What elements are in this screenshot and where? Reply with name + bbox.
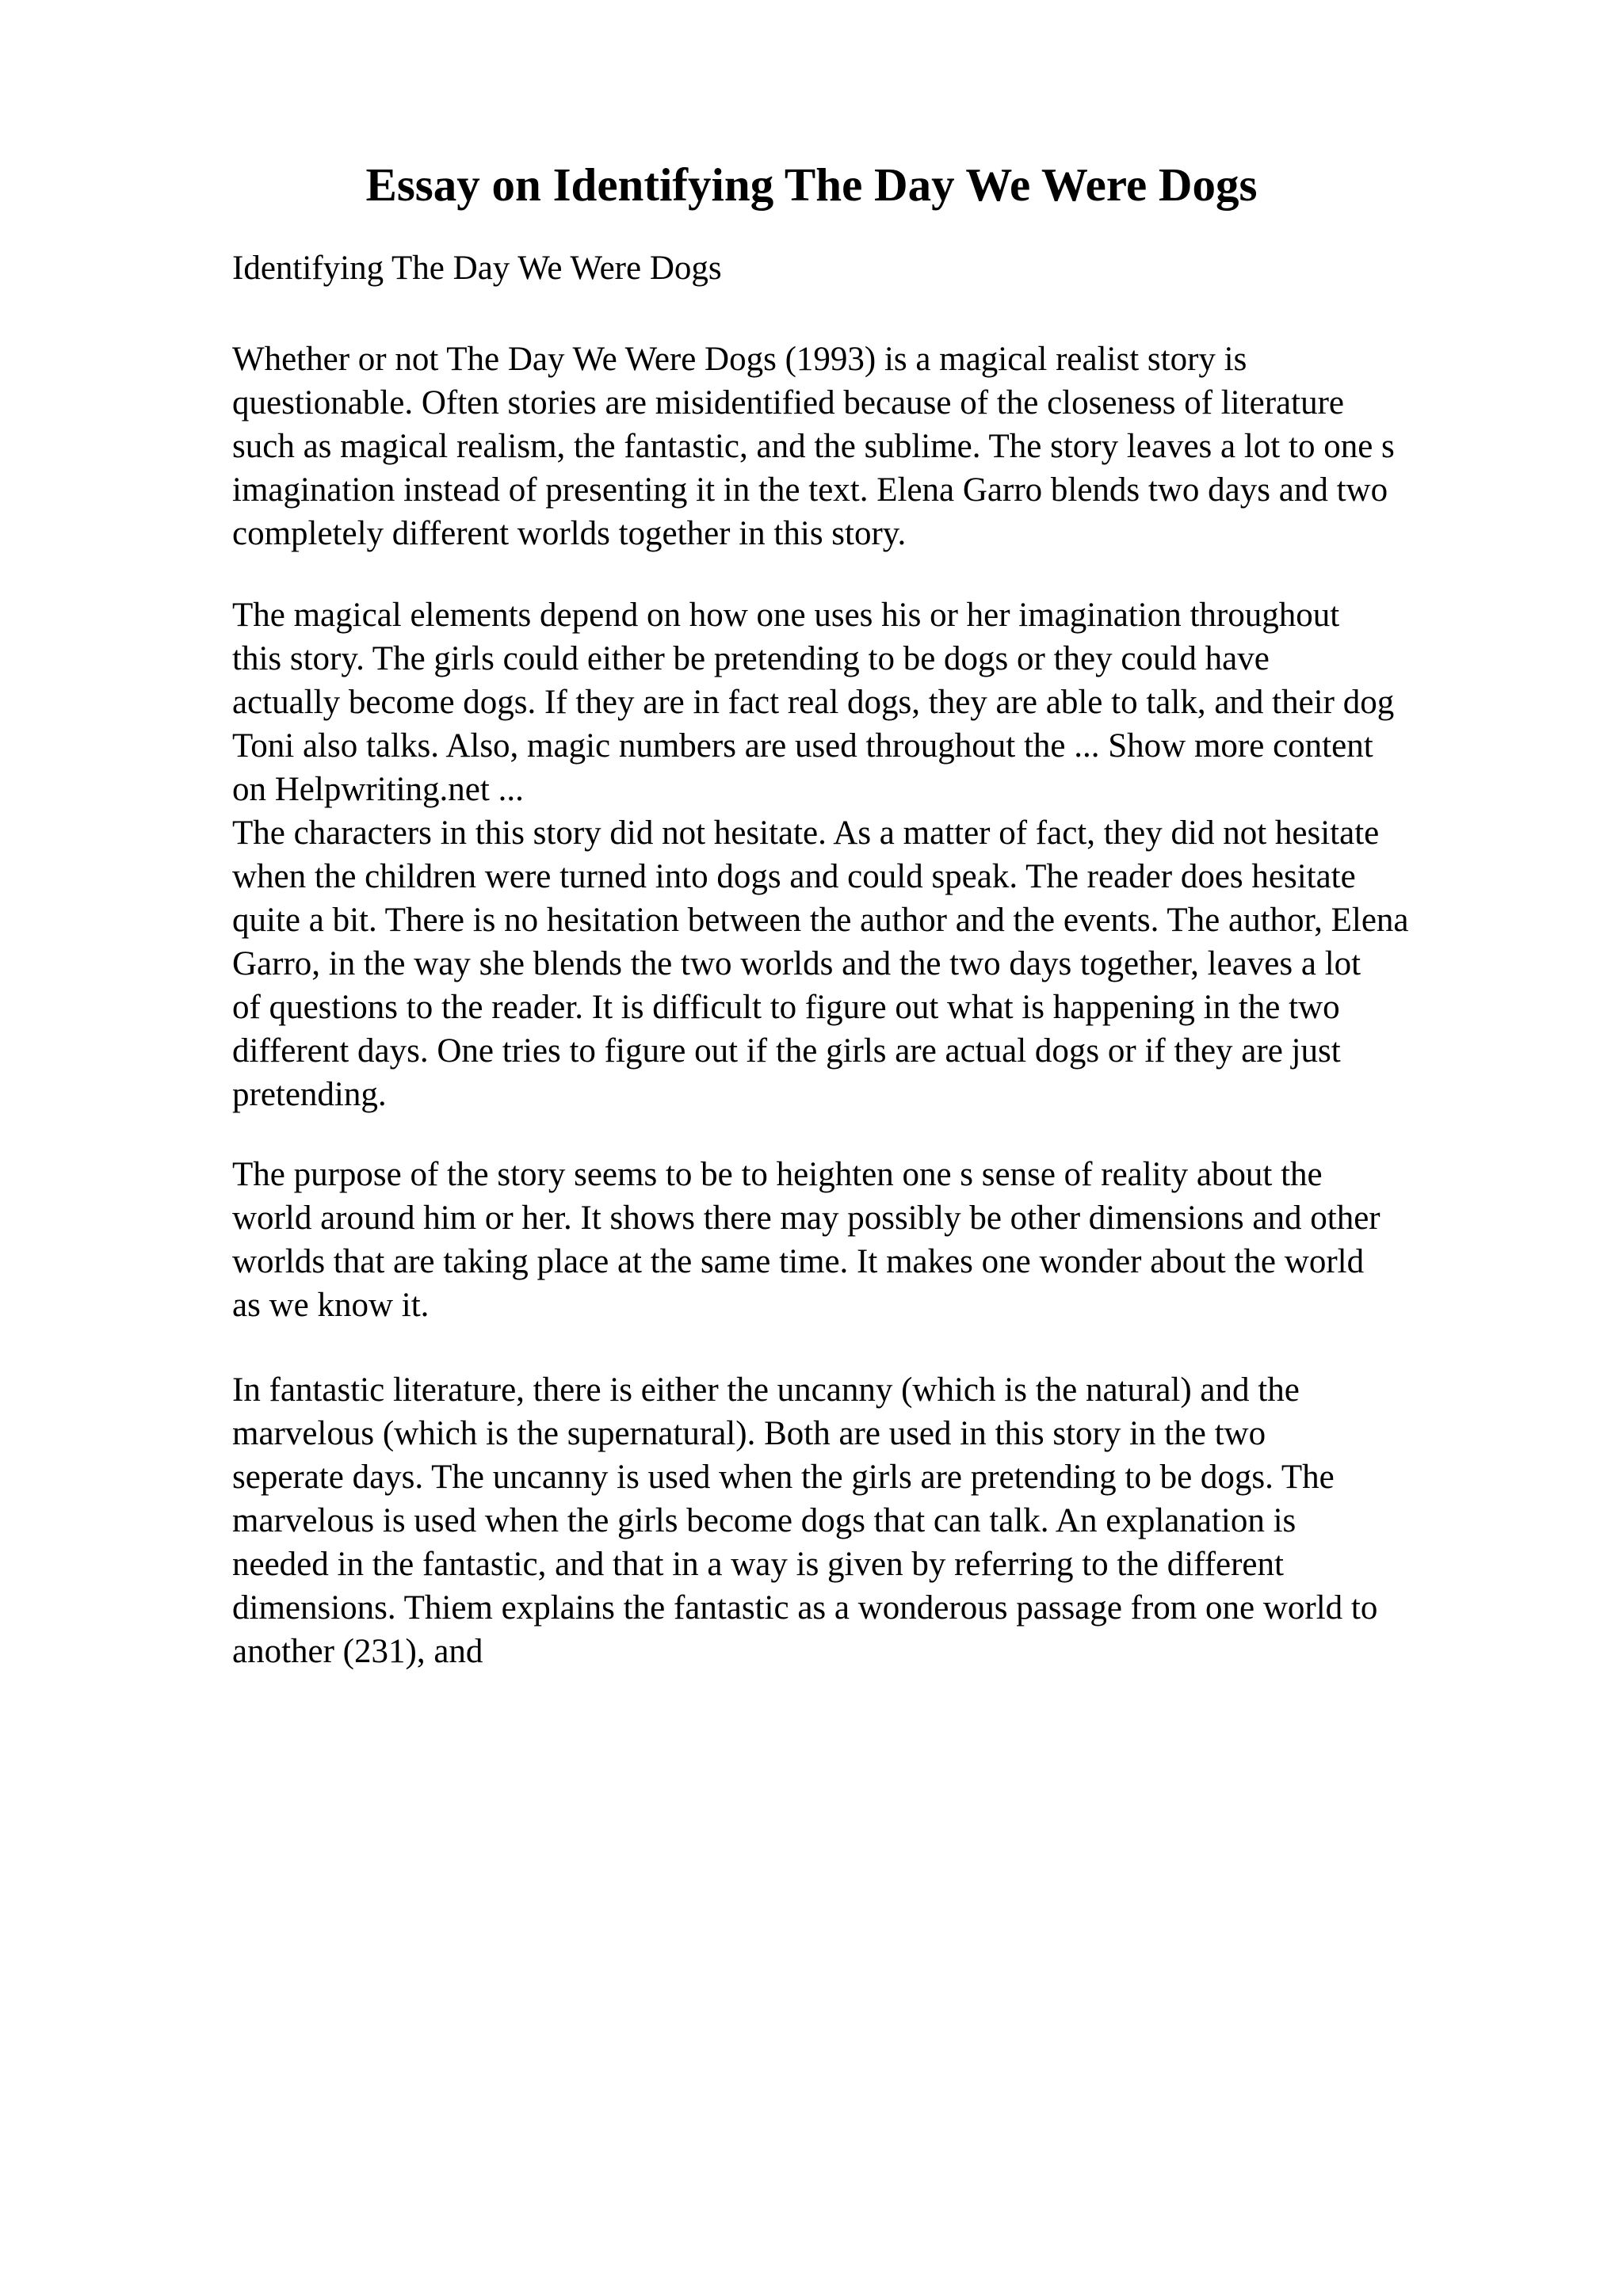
document-subtitle: Identifying The Day We Were Dogs xyxy=(232,250,722,287)
text-line: In fantastic literature, there is either the uncanny (which is the natural) and the xyxy=(232,1371,1300,1409)
text-line: The characters in this story did not hesitate. As a matter of fact, they did not hesitate xyxy=(232,814,1380,852)
text-line: The purpose of the story seems to be to heighten one s sense of reality about the xyxy=(232,1156,1323,1193)
paragraph-4 xyxy=(232,1368,1377,1673)
text-line: this story. The girls could either be pretending to be dogs or they could have xyxy=(232,640,1270,677)
text-line: needed in the fantastic, and that in a way is given by referring to the different xyxy=(232,1546,1284,1583)
text-line: dimensions. Thiem explains the fantastic as a wonderous passage from one world to xyxy=(232,1589,1378,1627)
text-line: marvelous is used when the girls become dogs that can talk. An explanation is xyxy=(232,1502,1296,1539)
text-line: on Helpwriting.net ... xyxy=(232,771,524,808)
text-line: completely different worlds together in this story. xyxy=(232,515,907,552)
text-line: of questions to the reader. It is difficult to figure out what is happening in the two xyxy=(232,989,1340,1026)
paragraph-2 xyxy=(232,593,1409,1116)
text-line: Whether or not The Day We Were Dogs (1993) is a magical realist story is xyxy=(232,341,1247,378)
text-line: when the children were turned into dogs and could speak. The reader does hesitate xyxy=(232,858,1356,895)
text-line: quite a bit. There is no hesitation between the author and the events. The author, Elena xyxy=(232,902,1409,939)
text-line: The magical elements depend on how one uses his or her imagination throughout xyxy=(232,597,1340,634)
text-line: worlds that are taking place at the same time. It makes one wonder about the world xyxy=(232,1243,1365,1280)
text-line: world around him or her. It shows there may possibly be other dimensions and other xyxy=(232,1199,1381,1237)
text-line: as we know it. xyxy=(232,1287,430,1324)
text-line: pretending. xyxy=(232,1076,387,1113)
text-line: Toni also talks. Also, magic numbers are used throughout the ... Show more content xyxy=(232,727,1373,765)
text-line: such as magical realism, the fantastic, and the sublime. The story leaves a lot to one s xyxy=(232,428,1395,465)
text-line: questionable. Often stories are misidentified because of the closeness of literature xyxy=(232,384,1344,421)
text-line: different days. One tries to figure out if the girls are actual dogs or if they are just xyxy=(232,1032,1341,1070)
text-line: actually become dogs. If they are in fact real dogs, they are able to talk, and their dog xyxy=(232,684,1395,721)
text-line: another (231), and xyxy=(232,1633,483,1670)
text-line: seperate days. The uncanny is used when the girls are pretending to be dogs. The xyxy=(232,1459,1335,1496)
paragraph-1 xyxy=(232,338,1395,555)
paragraph-3 xyxy=(232,1153,1381,1327)
document-title: Essay on Identifying The Day We Were Dogs xyxy=(365,158,1258,211)
text-line: imagination instead of presenting it in the text. Elena Garro blends two days and two xyxy=(232,471,1388,509)
text-line: marvelous (which is the supernatural). Both are used in this story in the two xyxy=(232,1415,1266,1452)
text-line: Garro, in the way she blends the two worlds and the two days together, leaves a lot xyxy=(232,945,1361,982)
